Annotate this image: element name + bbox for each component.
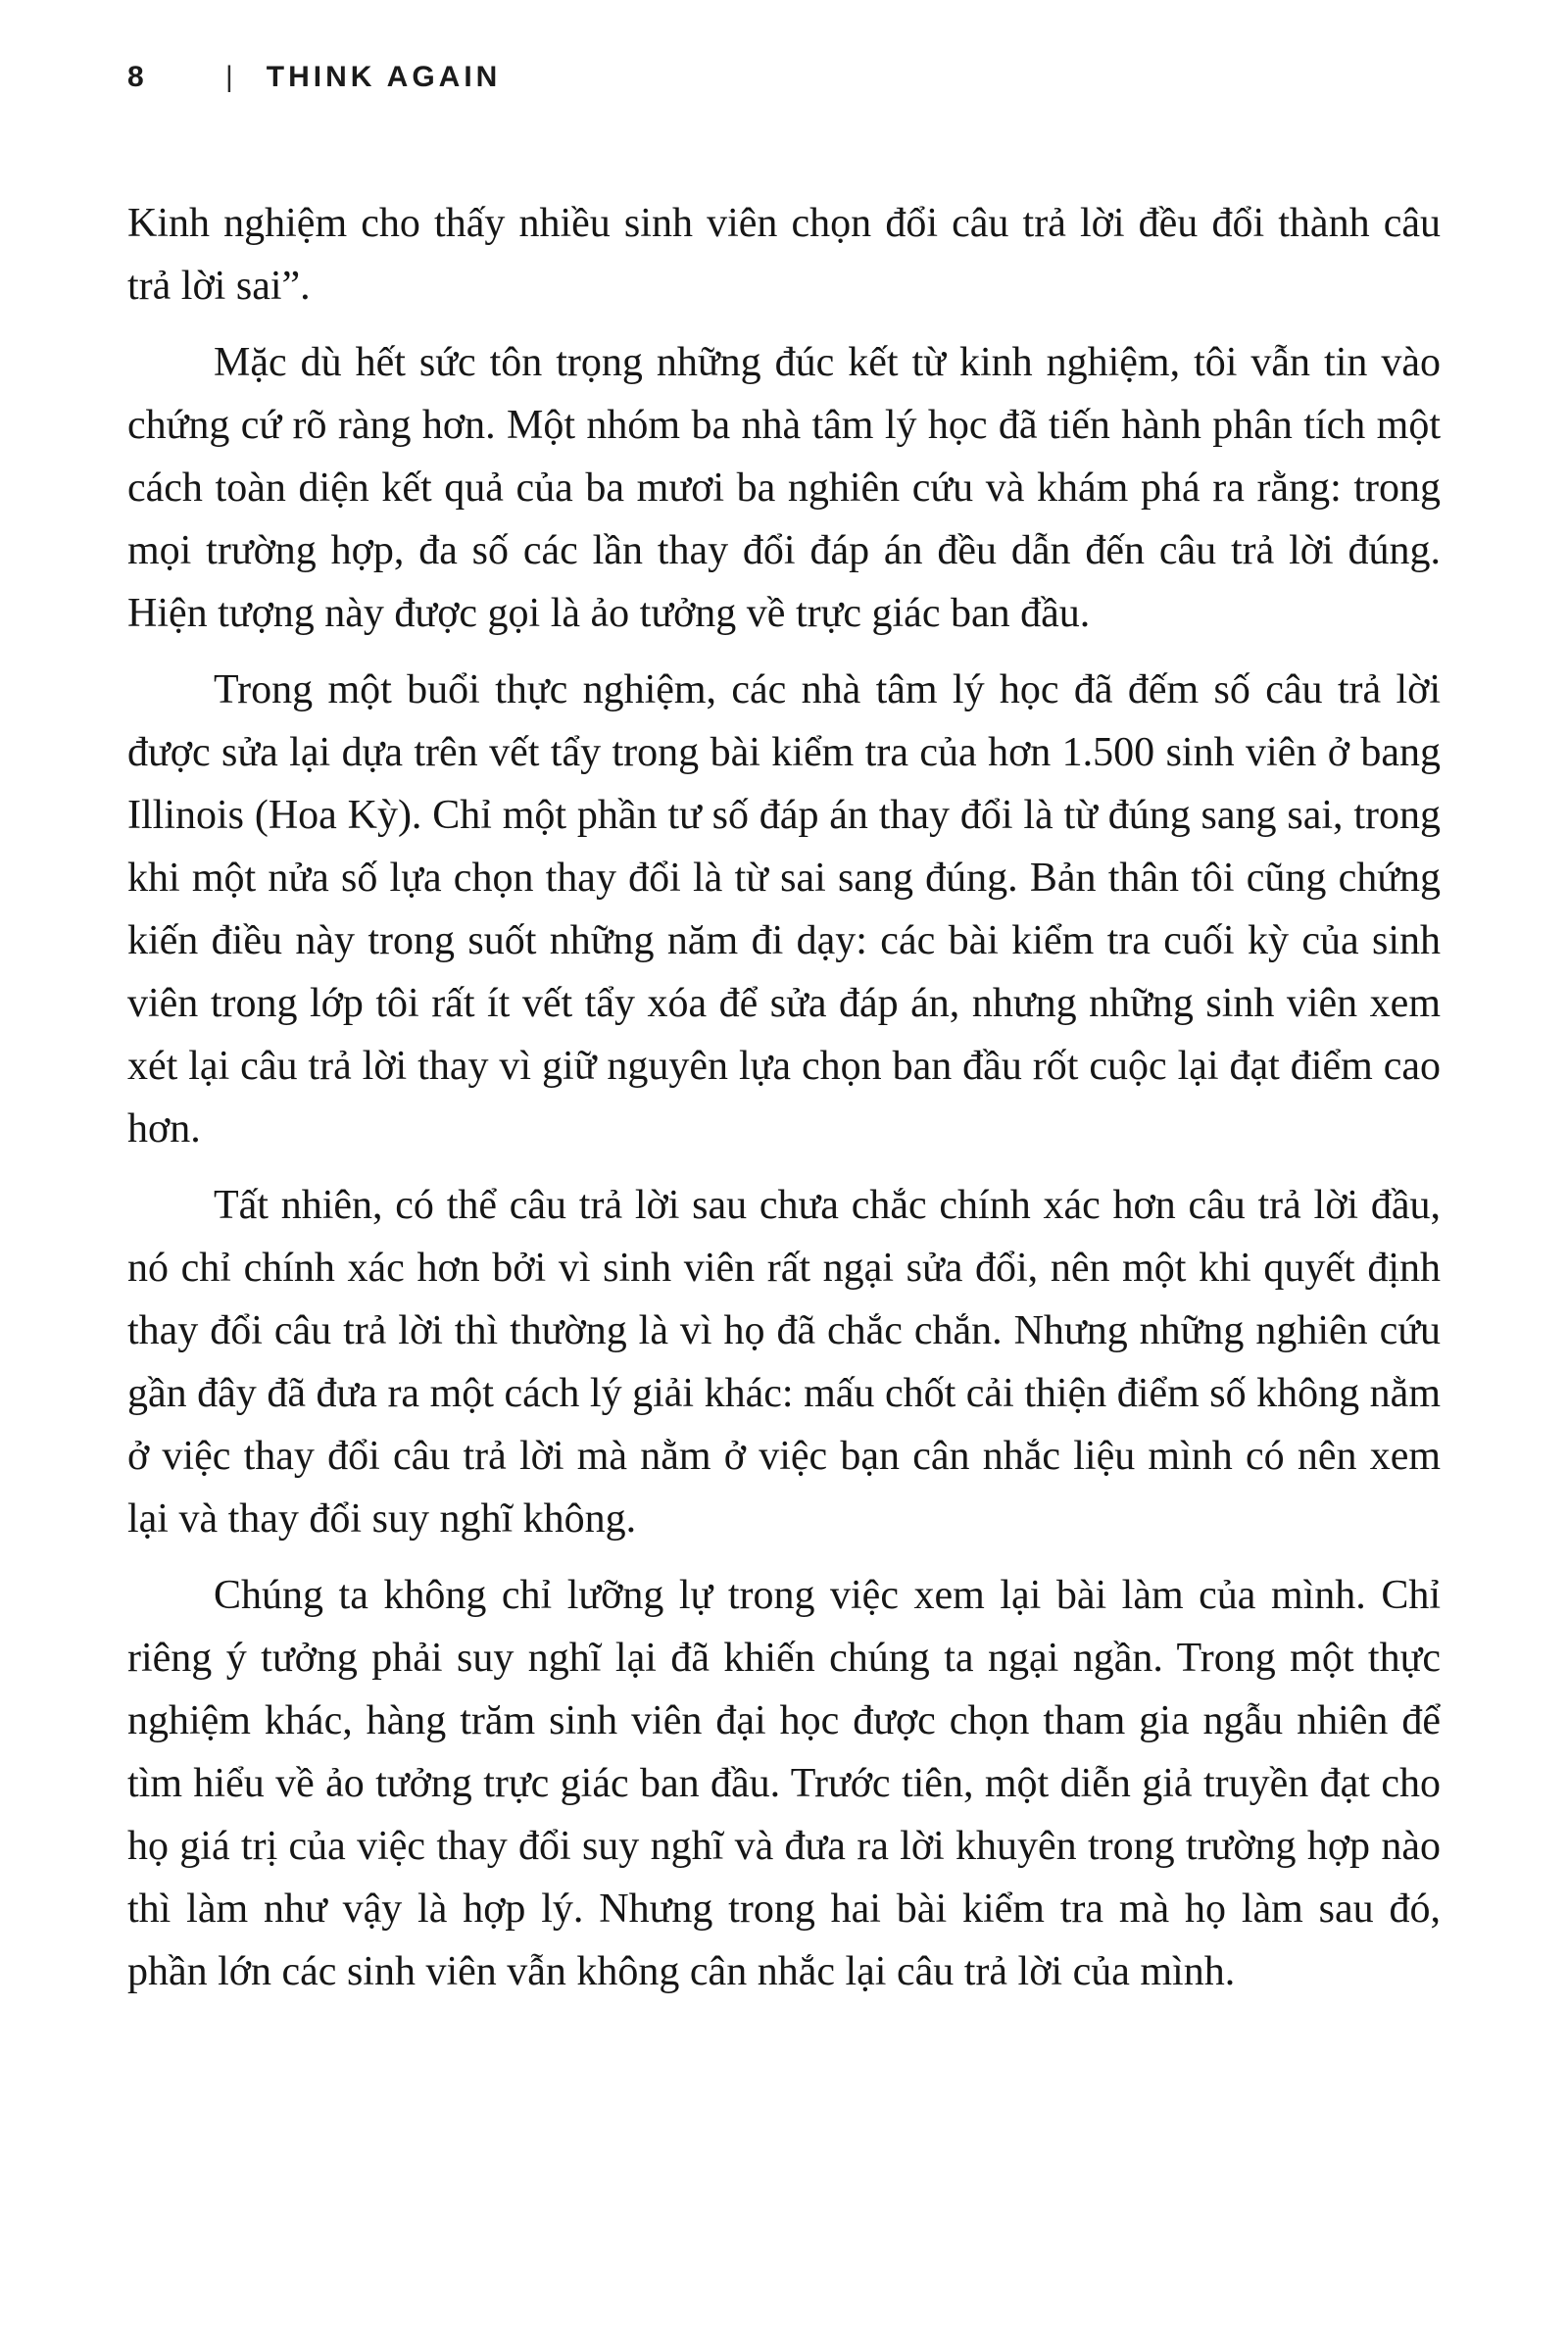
paragraph-2: Mặc dù hết sức tôn trọng những đúc kết từ kinh nghiệm, tôi vẫn tin vào chứng cứ rõ ràng hơn. Một nhóm ba nhà tâm lý học đã tiến hành phân tích một cách toàn diện kết quả của ba mươi ba nghiên cứu và khám phá ra rằng: trong mọi trường hợp, đa số các lần thay đổi đáp án đều dẫn đến câu trả lời đúng. Hiện tượng này được gọi là ảo tưởng về trực giác ban đầu. [127, 340, 1441, 636]
paragraph-4: Tất nhiên, có thể câu trả lời sau chưa chắc chính xác hơn câu trả lời đầu, nó chỉ chính xác hơn bởi vì sinh viên rất ngại sửa đổi, nên một khi quyết định thay đổi câu trả lời thì thường là vì họ đã chắc chắn. Nhưng những nghiên cứu gần đây đã đưa ra một cách lý giải khác: mấu chốt cải thiện điểm số không nằm ở việc thay đổi câu trả lời mà nằm ở việc bạn cân nhắc liệu mình có nên xem lại và thay đổi suy nghĩ không. [127, 1183, 1441, 1542]
running-header [127, 61, 1441, 94]
paragraph-5: Chúng ta không chỉ lưỡng lự trong việc xem lại bài làm của mình. Chỉ riêng ý tưởng phải suy nghĩ lại đã khiến chúng ta ngại ngần. Trong một thực nghiệm khác, hàng trăm sinh viên đại học được chọn tham gia ngẫu nhiên để tìm hiểu về ảo tưởng trực giác ban đầu. Trước tiên, một diễn giả truyền đạt cho họ giá trị của việc thay đổi suy nghĩ và đưa ra lời khuyên trong trường hợp nào thì làm như vậy là hợp lý. Nhưng trong hai bài kiểm tra mà họ làm sau đó, phần lớn các sinh viên vẫn không cân nhắc lại câu trả lời của mình. [127, 1573, 1441, 1994]
paragraph-3: Trong một buổi thực nghiệm, các nhà tâm lý học đã đếm số câu trả lời được sửa lại dựa trên vết tẩy trong bài kiểm tra của hơn 1.500 sinh viên ở bang Illinois (Hoa Kỳ). Chỉ một phần tư số đáp án thay đổi là từ đúng sang sai, trong khi một nửa số lựa chọn thay đổi là từ sai sang đúng. Bản thân tôi cũng chứng kiến điều này trong suốt những năm đi dạy: các bài kiểm tra cuối kỳ của sinh viên trong lớp tôi rất ít vết tẩy xóa để sửa đáp án, nhưng những sinh viên xem xét lại câu trả lời thay vì giữ nguyên lựa chọn ban đầu rốt cuộc lại đạt điểm cao hơn. [127, 667, 1441, 1152]
page-body [127, 192, 1441, 2003]
book-title: THINK AGAIN [266, 61, 502, 93]
paragraph-1: Kinh nghiệm cho thấy nhiều sinh viên chọn đổi câu trả lời đều đổi thành câu trả lời sai”. [127, 201, 1441, 309]
page-number: 8 [127, 61, 147, 93]
header-separator: | [225, 61, 233, 93]
